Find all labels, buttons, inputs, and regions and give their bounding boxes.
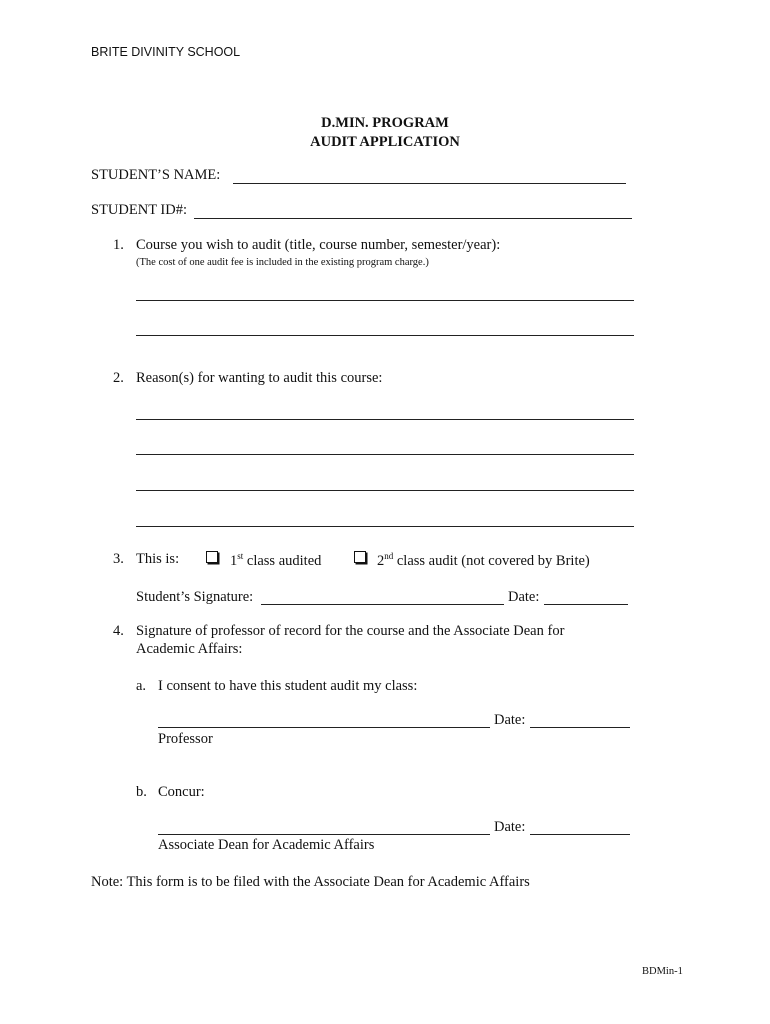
dean-date-label: Date: [494, 819, 526, 835]
form-code: BDMin-1 [642, 966, 683, 977]
item-4-text-line2: Academic Affairs: [136, 641, 243, 657]
student-name-label: STUDENT’S NAME: [91, 167, 221, 183]
professor-date-field[interactable] [530, 727, 630, 728]
student-date-label: Date: [508, 589, 540, 605]
course-line-1[interactable] [136, 300, 634, 301]
professor-role-label: Professor [158, 731, 213, 747]
item-1-note: (The cost of one audit fee is included in the existing program charge.) [136, 257, 429, 268]
professor-signature-field[interactable] [158, 727, 490, 728]
item-3-number: 3. [113, 551, 124, 567]
course-line-2[interactable] [136, 335, 634, 336]
student-signature-label: Student’s Signature: [136, 589, 254, 605]
item-4b-label: b. [136, 784, 147, 800]
second-class-label: 2nd class audit (not covered by Brite) [377, 551, 590, 569]
school-header: BRITE DIVINITY SCHOOL [91, 45, 241, 59]
student-id-field[interactable] [194, 218, 632, 219]
reason-line-3[interactable] [136, 490, 634, 491]
student-signature-field[interactable] [261, 604, 504, 605]
student-name-field[interactable] [233, 183, 626, 184]
form-title-line1: D.MIN. PROGRAM [321, 115, 449, 131]
item-4b-text: Concur: [158, 784, 205, 800]
item-4a-text: I consent to have this student audit my class: [158, 678, 418, 694]
item-4-text-line1: Signature of professor of record for the course and the Associate Dean for [136, 623, 565, 639]
reason-line-2[interactable] [136, 454, 634, 455]
second-class-checkbox[interactable] [354, 551, 366, 563]
first-class-label: 1st class audited [230, 551, 322, 569]
form-title-line2: AUDIT APPLICATION [310, 134, 460, 150]
reason-line-4[interactable] [136, 526, 634, 527]
dean-date-field[interactable] [530, 834, 630, 835]
student-date-field[interactable] [544, 604, 628, 605]
dean-signature-field[interactable] [158, 834, 490, 835]
professor-date-label: Date: [494, 712, 526, 728]
first-class-checkbox[interactable] [206, 551, 218, 563]
item-2-text: Reason(s) for wanting to audit this course: [136, 370, 383, 386]
item-2-number: 2. [113, 370, 124, 386]
filing-note: Note: This form is to be filed with the Associate Dean for Academic Affairs [91, 874, 530, 890]
item-1-text: Course you wish to audit (title, course number, semester/year): [136, 237, 501, 253]
student-id-label: STUDENT ID#: [91, 202, 187, 218]
item-1-number: 1. [113, 237, 124, 253]
item-4-number: 4. [113, 623, 124, 639]
item-3-text: This is: [136, 551, 180, 567]
dean-role-label: Associate Dean for Academic Affairs [158, 837, 375, 853]
reason-line-1[interactable] [136, 419, 634, 420]
item-4a-label: a. [136, 678, 147, 694]
